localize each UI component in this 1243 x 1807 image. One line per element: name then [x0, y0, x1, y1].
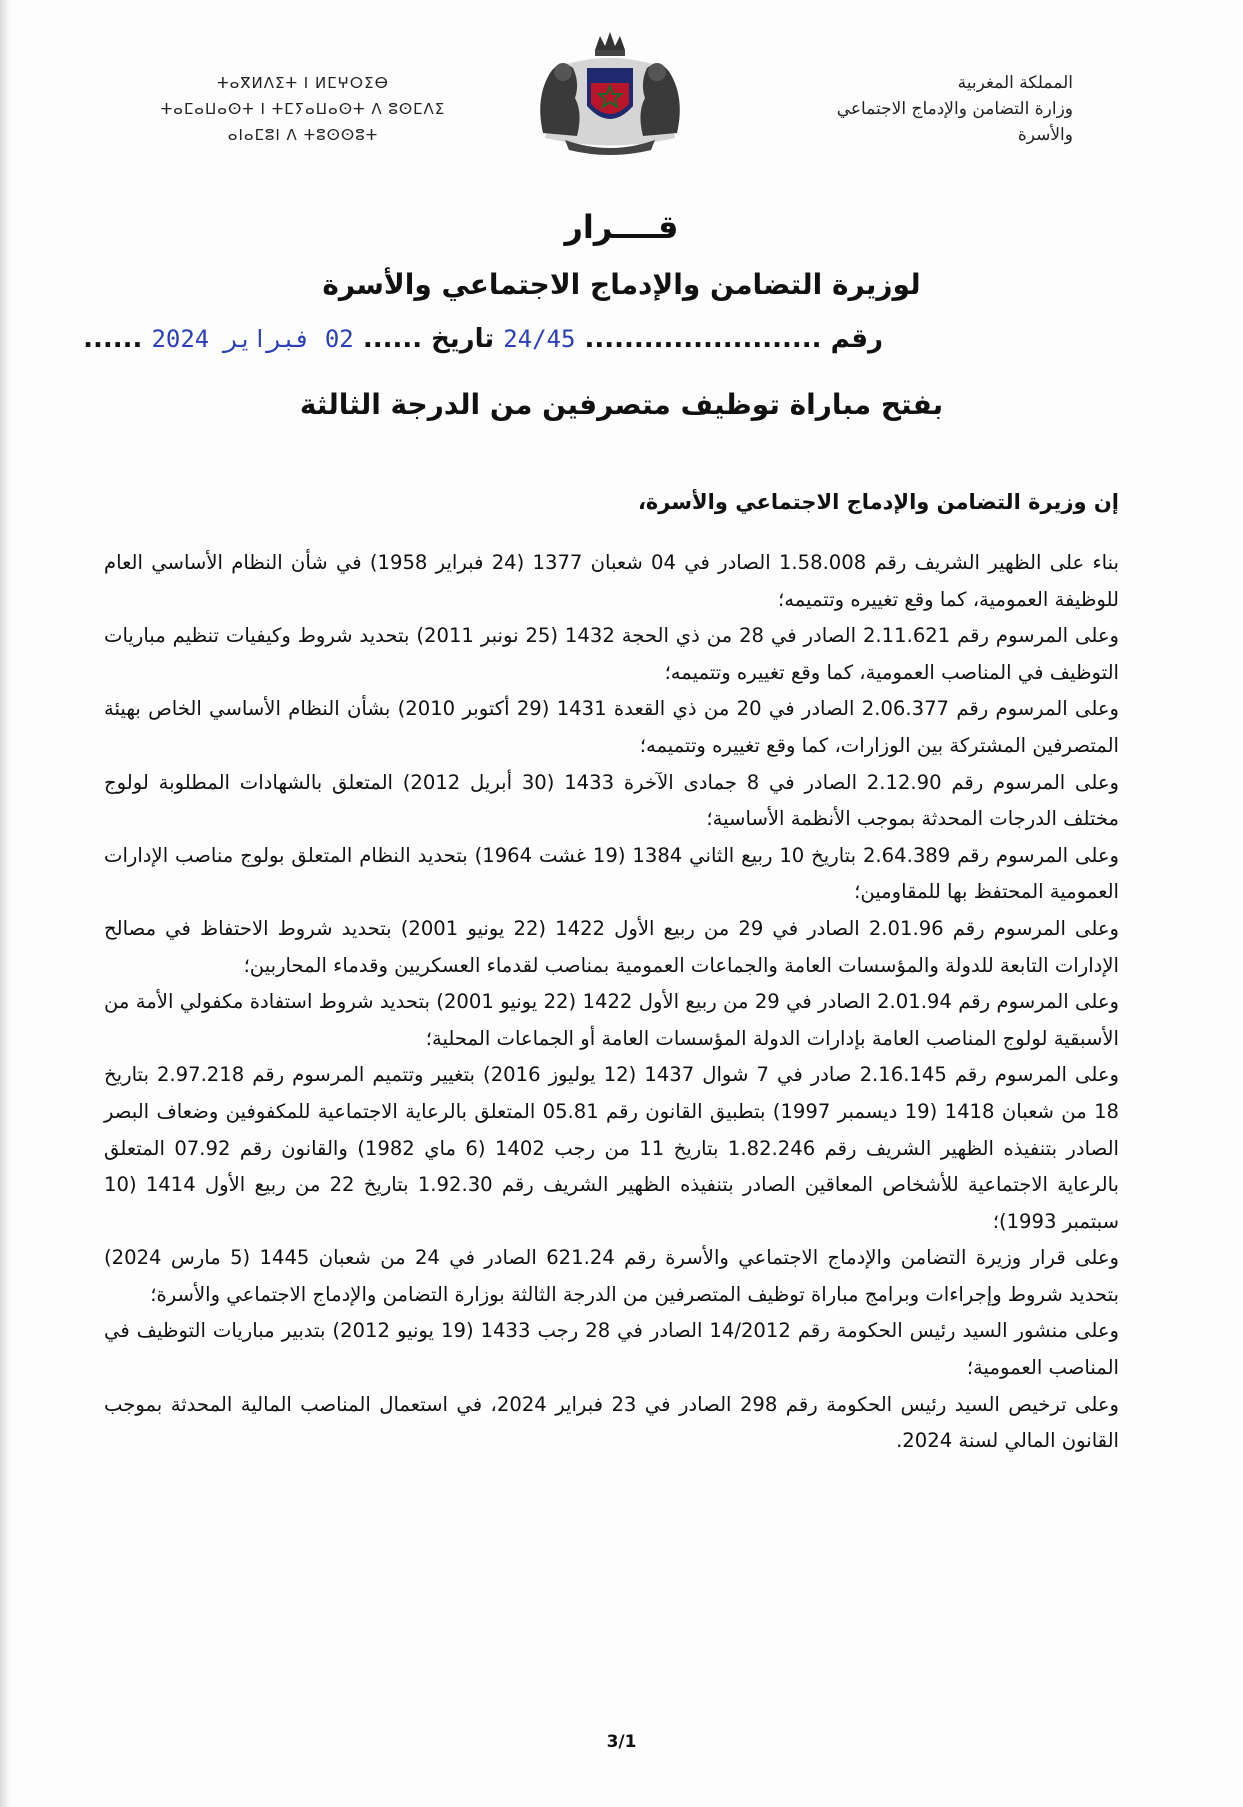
paragraph: وعلى المرسوم رقم 2.16.145 صادر في 7 شوال 1437 (12 يوليوز 2016) بتغيير وتتميم المرسوم رقم 2.97.218 بتاريخ 18 من شعبان 1418 (19 ديسمبر 1997) بتطبيق القانون رقم 05.81 المتعلق بالرعاية الاجتماعية للمكفوفين وضعاف البصر الصادر بتنفيذه الظهير الشريف رقم 1.82.246 بتاريخ 11 من رجب 1402 (6 ماي 1982) والقانون رقم 07.92 المتعلق بالرعاية الاجتماعية للأشخاص المعاقين الصادر بتنفيذه الظهير الشريف رقم 1.92.30 بتاريخ 22 من ربيع الأول 1414 (10 سبتمبر 1993)؛ — [104, 1063, 1120, 1233]
header-tifinagh — [138, 70, 468, 148]
document-title: قــــرار — [564, 208, 679, 246]
paragraph: وعلى المرسوم رقم 2.12.90 الصادر في 8 جمادى الآخرة 1433 (30 أبريل 2012) المتعلق بالشهادات المطلوبة لولوج مختلف الدرجات المحدثة بموجب الأنظمة الأساسية؛ — [104, 770, 1119, 831]
handwritten-date: 02 فبراير 2024 — [151, 325, 354, 353]
paragraph: وعلى قرار وزيرة التضامن والإدماج الاجتماعي والأسرة رقم 621.24 الصادر في 24 من شعبان 1445 (5 مارس 2024) بتحديد شروط وإجراءات وبرامج مباراة توظيف المتصرفين من الدرجة الثالثة بوزارة التضامن والإدماج الاجتماعي والأسرة؛ — [104, 1246, 1119, 1306]
header-arabic-line-1: المملكة المغربية — [957, 73, 1073, 93]
header-tifinagh-line-2: ⵜⴰⵎⴰⵡⴰⵙⵜ ⵏ ⵜⵎⵢⴰⵡⴰⵙⵜ ⴷ ⵓⵙⵎⴷⵉ — [160, 100, 446, 118]
paragraph: وعلى ترخيص السيد رئيس الحكومة رقم 298 الصادر في 23 فبراير 2024، في استعمال المناصب المالية المحدثة بموجب القانون المالي لسنة 2024. — [104, 1392, 1120, 1453]
paragraph: بناء على الظهير الشريف رقم 1.58.008 الصادر في 04 شعبان 1377 (24 فبراير 1958) في شأن النظام الأساسي العام للوظيفة العمومية، كما وقع تغييره وتتميمه؛ — [104, 551, 1119, 611]
decision-object: بفتح مباراة توظيف متصرفين من الدرجة الثالثة — [299, 388, 944, 421]
header-tifinagh-line-3: ⴰⵏⴰⵎⵓⵏ ⴷ ⵜⵓⵙⵙⵓⵜ — [227, 126, 379, 144]
header-arabic — [713, 70, 1073, 148]
page-number: 3/1 — [606, 1732, 637, 1752]
date-dots: ...... — [83, 324, 143, 354]
paragraph: وعلى المرسوم رقم 2.01.96 الصادر في 29 من ربيع الأول 1422 (22 يونيو 2001) بتحديد شروط الاحتفاظ في مصالح الإدارات التابعة للدولة والمؤسسات العامة والجماعات العمومية بمناصب لقدماء العسكريين وقدماء المحاربين؛ — [104, 916, 1119, 977]
header-tifinagh-line-1: ⵜⴰⴳⵍⴷⵉⵜ ⵏ ⵍⵎⵖⵔⵉⴱ — [217, 74, 389, 92]
stamped-number: 24/45 — [503, 325, 576, 353]
coat-of-arms-icon — [525, 28, 695, 158]
number-dots: ........................ — [584, 324, 822, 354]
paragraph: وعلى منشور السيد رئيس الحكومة رقم 14/2012 الصادر في 28 رجب 1433 (19 يونيو 2012) بتدبير مباريات التوظيف في المناصب العمومية؛ — [104, 1319, 1119, 1380]
header-arabic-line-2: وزارة التضامن والإدماج الاجتماعي — [836, 99, 1073, 119]
paragraph: وعلى المرسوم رقم 2.06.377 الصادر في 20 من ذي القعدة 1431 (29 أكتوبر 2010) بشأن النظام الأساسي الخاص بهيئة المتصرفين المشتركة بين الوزارات، كما وقع تغييره وتتميمه؛ — [104, 697, 1119, 757]
document-subtitle: لوزيرة التضامن والإدماج الاجتماعي والأسرة — [322, 268, 921, 301]
number-label: رقم — [830, 324, 883, 354]
intro-line: إن وزيرة التضامن والإدماج الاجتماعي والأسرة، — [637, 490, 1119, 514]
paragraph: وعلى المرسوم رقم 2.11.621 الصادر في 28 من ذي الحجة 1432 (25 نونبر 2011) بتحديد شروط وكيفيات تنظيم مباريات التوظيف في المناصب العمومية، كما وقع تغييره وتتميمه؛ — [104, 624, 1119, 684]
date-label: تاريخ ...... — [362, 324, 495, 354]
paragraph: وعلى المرسوم رقم 2.64.389 بتاريخ 10 ربيع الثاني 1384 (19 غشت 1964) بتحديد النظام المتعلق بولوج مناصب الإدارات العمومية المحتفظ بها للمقاومين؛ — [104, 843, 1120, 904]
header-arabic-line-3: والأسرة — [1017, 125, 1073, 145]
document-body — [104, 545, 1119, 1460]
paragraph: وعلى المرسوم رقم 2.01.94 الصادر في 29 من ربيع الأول 1422 (22 يونيو 2001) بتحديد شروط استفادة مكفولي الأمة من الأسبقية لولوج المناصب العامة بإدارات الدولة المؤسسات العامة أو الجماعات المحلية؛ — [104, 990, 1119, 1050]
decision-number-line — [83, 324, 883, 354]
